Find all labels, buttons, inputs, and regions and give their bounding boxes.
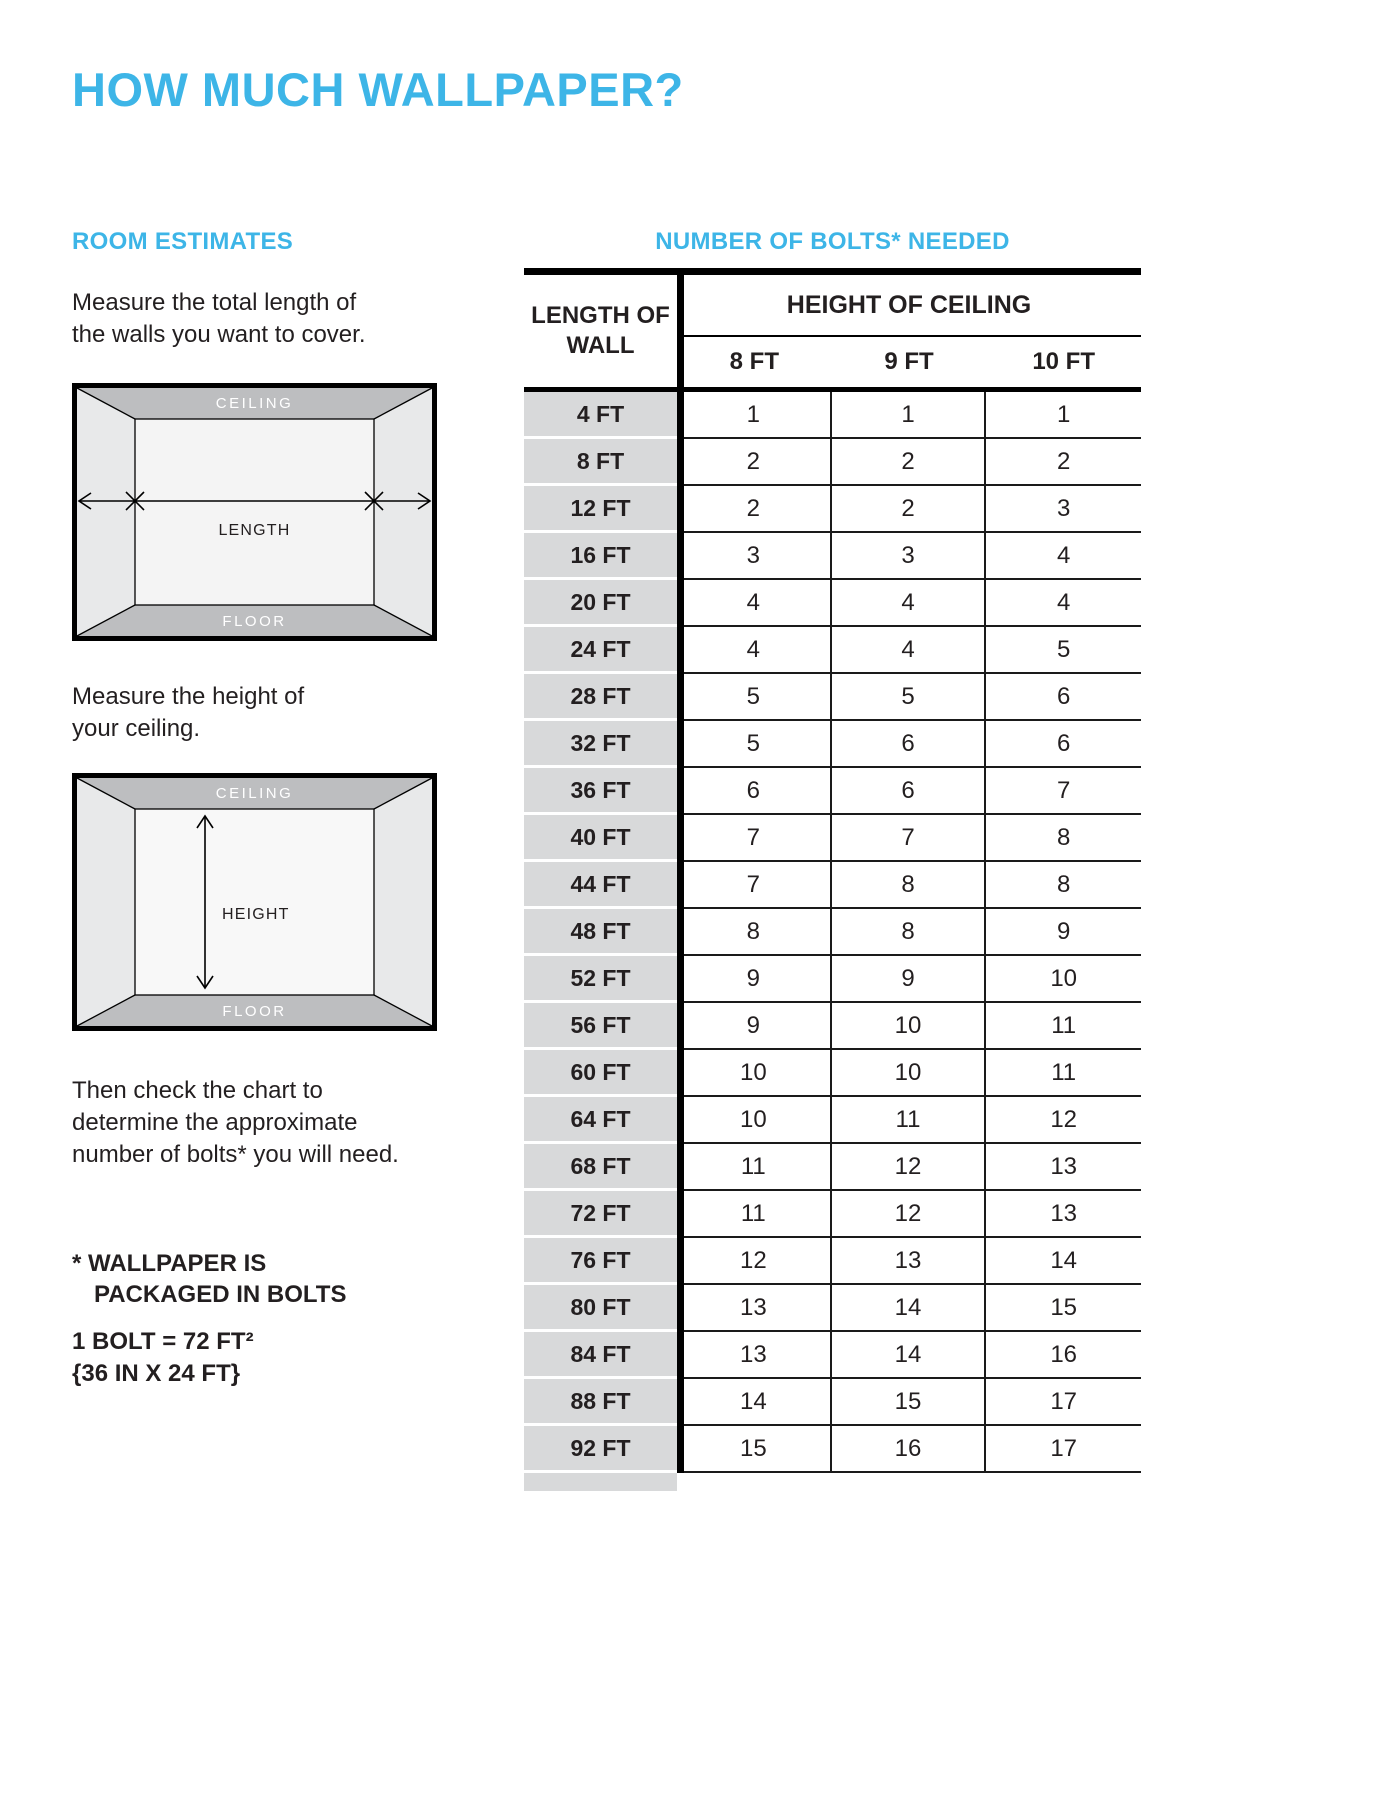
bolt-count-cell: 7: [832, 815, 987, 862]
bolt-count-cell: 8: [832, 909, 987, 956]
bolt-count-cell: 4: [832, 627, 987, 674]
floor-label: FLOOR: [222, 613, 287, 630]
wall-length-label: 4 FT: [524, 392, 677, 439]
bolt-count-cell: 7: [677, 815, 832, 862]
bolt-count-cell: 13: [677, 1332, 832, 1379]
bolt-count-cell: 6: [986, 721, 1141, 768]
bolt-count-cell: 9: [832, 956, 987, 1003]
ceiling-label: CEILING: [215, 785, 294, 802]
bolt-count-cell: 10: [832, 1003, 987, 1050]
instruction-measure-height: Measure the height of your ceiling.: [72, 683, 305, 742]
wall-length-label: 20 FT: [524, 580, 677, 627]
bolt-count-cell: 6: [986, 674, 1141, 721]
instruction-measure-length: Measure the total length of the walls you want to cover.: [72, 289, 366, 348]
bolt-count-cell: 17: [986, 1379, 1141, 1426]
wall-length-label: 28 FT: [524, 674, 677, 721]
page-title: HOW MUCH WALLPAPER?: [72, 63, 684, 116]
wall-length-label: 32 FT: [524, 721, 677, 768]
bolt-size-info: [72, 1326, 254, 1391]
room-estimates-heading: ROOM ESTIMATES: [72, 228, 294, 255]
bolt-count-cell: 2: [677, 439, 832, 486]
wall-length-label: 12 FT: [524, 486, 677, 533]
bolt-count-cell: 14: [832, 1332, 987, 1379]
back-wall: [135, 809, 374, 995]
bolt-count-cell: 10: [832, 1050, 987, 1097]
subheader-9ft: 9 FT: [884, 348, 934, 375]
bolt-count-cell: 5: [677, 721, 832, 768]
wall-length-label: 16 FT: [524, 533, 677, 580]
back-wall: [135, 419, 374, 605]
wall-length-label: 80 FT: [524, 1285, 677, 1332]
bolt-count-cell: 1: [832, 392, 987, 439]
bolt-count-cell: 8: [677, 909, 832, 956]
bolt-count-cell: 12: [677, 1238, 832, 1285]
wall-length-label: 36 FT: [524, 768, 677, 815]
bolt-count-cell: 3: [832, 533, 987, 580]
bolt-count-cell: 6: [832, 768, 987, 815]
table-footer-pad: [524, 1473, 677, 1491]
footnote-line-1: * WALLPAPER IS: [72, 1250, 267, 1277]
bolt-count-cell: 11: [677, 1144, 832, 1191]
bolt-count-cell: 4: [986, 533, 1141, 580]
floor-label: FLOOR: [222, 1003, 287, 1020]
bolt-count-cell: 4: [677, 580, 832, 627]
bolt-count-cell: 11: [832, 1097, 987, 1144]
bolt-count-cell: 5: [832, 674, 987, 721]
length-of-wall-header: LENGTH OF WALL: [531, 302, 670, 359]
wall-length-label: 60 FT: [524, 1050, 677, 1097]
wall-length-label: 92 FT: [524, 1426, 677, 1473]
subheader-8ft: 8 FT: [729, 348, 779, 375]
bolt-count-cell: 13: [986, 1191, 1141, 1238]
bolt-count-cell: 13: [986, 1144, 1141, 1191]
bolt-count-cell: 12: [986, 1097, 1141, 1144]
footnote-line-2: PACKAGED IN BOLTS: [94, 1281, 347, 1309]
room-length-diagram: [72, 383, 437, 641]
bolt-count-cell: 3: [677, 533, 832, 580]
bolt-count-cell: 15: [677, 1426, 832, 1473]
bolt-count-cell: 8: [986, 862, 1141, 909]
bolt-count-cell: 2: [677, 486, 832, 533]
bolt-count-cell: 16: [986, 1332, 1141, 1379]
length-label: LENGTH: [218, 522, 291, 539]
bolt-count-cell: 10: [986, 956, 1141, 1003]
bolt-count-cell: 14: [986, 1238, 1141, 1285]
bolt-count-cell: 15: [832, 1379, 987, 1426]
bolt-count-cell: 5: [677, 674, 832, 721]
height-of-ceiling-header: HEIGHT OF CEILING: [677, 275, 1141, 337]
wall-length-label: 48 FT: [524, 909, 677, 956]
height-label: HEIGHT: [222, 906, 290, 923]
bolts-table: [524, 268, 1141, 1491]
ceiling-height-subheaders: [677, 337, 1141, 387]
bolt-count-cell: 6: [677, 768, 832, 815]
bolt-count-cell: 7: [677, 862, 832, 909]
bolt-count-cell: 4: [986, 580, 1141, 627]
wall-length-label: 40 FT: [524, 815, 677, 862]
bolt-count-cell: 8: [986, 815, 1141, 862]
bolt-count-cell: 9: [677, 1003, 832, 1050]
bolt-count-cell: 6: [832, 721, 987, 768]
wallpaper-bolts-footnote: [72, 1248, 346, 1310]
table-header: [524, 275, 1141, 392]
height-of-ceiling-header-group: [677, 275, 1141, 387]
room-height-diagram: [72, 773, 437, 1031]
wall-length-label: 52 FT: [524, 956, 677, 1003]
bolt-count-cell: 10: [677, 1097, 832, 1144]
bolt-count-cell: 16: [832, 1426, 987, 1473]
bolt-count-cell: 11: [986, 1003, 1141, 1050]
bolt-count-cell: 4: [832, 580, 987, 627]
bolt-size-line-2: {36 IN X 24 FT}: [72, 1360, 241, 1388]
wall-length-label: 8 FT: [524, 439, 677, 486]
bolt-count-cell: 7: [986, 768, 1141, 815]
bolt-count-cell: 3: [986, 486, 1141, 533]
bolt-count-cell: 1: [986, 392, 1141, 439]
bolt-count-cell: 12: [832, 1191, 987, 1238]
bolt-count-cell: 12: [832, 1144, 987, 1191]
wall-length-label: 24 FT: [524, 627, 677, 674]
bolt-count-cell: 9: [986, 909, 1141, 956]
wall-length-label: 88 FT: [524, 1379, 677, 1426]
bolts-needed-heading: NUMBER OF BOLTS* NEEDED: [655, 228, 1010, 255]
bolt-count-cell: 2: [832, 439, 987, 486]
subheader-10ft: 10 FT: [1032, 348, 1095, 375]
bolt-count-cell: 15: [986, 1285, 1141, 1332]
bolt-count-cell: 17: [986, 1426, 1141, 1473]
bolt-size-line-1: 1 BOLT = 72 FT²: [72, 1328, 254, 1355]
wall-length-label: 68 FT: [524, 1144, 677, 1191]
wall-length-label: 56 FT: [524, 1003, 677, 1050]
bolt-count-cell: 14: [677, 1379, 832, 1426]
bolt-count-cell: 9: [677, 956, 832, 1003]
bolt-count-cell: 13: [832, 1238, 987, 1285]
bolt-count-cell: 8: [832, 862, 987, 909]
bolt-count-cell: 11: [986, 1050, 1141, 1097]
bolt-count-cell: 1: [677, 392, 832, 439]
wall-length-label: 76 FT: [524, 1238, 677, 1285]
bolt-count-cell: 10: [677, 1050, 832, 1097]
wall-length-label: 72 FT: [524, 1191, 677, 1238]
bolt-count-cell: 4: [677, 627, 832, 674]
bolt-count-cell: 5: [986, 627, 1141, 674]
bolt-count-cell: 14: [832, 1285, 987, 1332]
ceiling-label: CEILING: [215, 395, 294, 412]
bolt-count-cell: 2: [832, 486, 987, 533]
wall-length-label: 44 FT: [524, 862, 677, 909]
bolt-count-cell: 2: [986, 439, 1141, 486]
wall-length-label: 64 FT: [524, 1097, 677, 1144]
bolt-table-body: [524, 392, 1141, 1473]
bolt-count-cell: 13: [677, 1285, 832, 1332]
bolt-count-cell: 11: [677, 1191, 832, 1238]
table-divider-bar: [677, 275, 684, 1473]
wall-length-label: 84 FT: [524, 1332, 677, 1379]
instruction-check-chart: Then check the chart to determine the approximate number of bolts* you will need.: [72, 1077, 399, 1168]
